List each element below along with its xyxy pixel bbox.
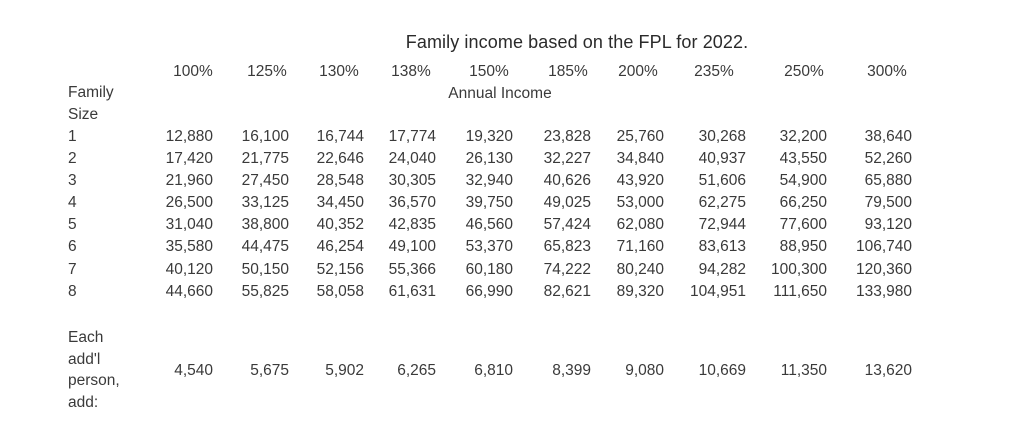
income-cell: 93,120 — [864, 216, 912, 233]
each-additional-label-line: add: — [68, 393, 99, 411]
income-cell: 21,960 — [165, 172, 213, 189]
percentage-header: 138% — [391, 63, 431, 80]
income-cell: 53,000 — [616, 194, 664, 211]
income-cell: 53,370 — [465, 238, 513, 255]
income-cell: 16,100 — [241, 128, 289, 145]
income-cell: 32,940 — [465, 172, 513, 189]
percentage-header: 125% — [247, 63, 287, 80]
each-additional-label-line: Each — [68, 329, 104, 346]
percentage-header: 100% — [173, 63, 213, 80]
income-cell: 36,570 — [388, 194, 436, 211]
income-cell: 133,980 — [855, 283, 912, 300]
income-cell: 66,990 — [465, 283, 513, 300]
income-cell: 65,823 — [543, 238, 591, 255]
income-cell: 77,600 — [779, 216, 827, 233]
income-cell: 54,900 — [779, 172, 827, 189]
each-additional-label-line: person, — [68, 372, 120, 389]
each-additional-cell: 11,350 — [780, 362, 827, 379]
family-size-cell: 2 — [68, 150, 77, 167]
income-cell: 100,300 — [770, 261, 827, 278]
each-additional-cell: 4,540 — [174, 362, 213, 379]
percentage-header: 250% — [784, 63, 824, 80]
income-cell: 31,040 — [165, 216, 213, 233]
income-cell: 66,250 — [779, 194, 827, 211]
income-cell: 49,025 — [543, 194, 591, 211]
income-cell: 24,040 — [388, 150, 436, 167]
income-cell: 65,880 — [864, 172, 912, 189]
income-cell: 32,200 — [779, 128, 827, 145]
family-size-cell: 8 — [68, 283, 77, 300]
income-cell: 21,775 — [241, 150, 289, 167]
income-cell: 30,305 — [388, 172, 436, 189]
income-cell: 82,621 — [543, 283, 591, 300]
income-cell: 58,058 — [316, 283, 364, 300]
income-cell: 40,626 — [543, 172, 591, 189]
income-cell: 19,320 — [465, 128, 513, 145]
family-size-cell: 6 — [68, 238, 77, 255]
income-cell: 43,920 — [616, 172, 664, 189]
income-cell: 40,352 — [316, 216, 364, 233]
income-cell: 32,227 — [543, 150, 591, 167]
income-cell: 89,320 — [616, 283, 664, 300]
percentage-header: 185% — [548, 63, 588, 80]
income-cell: 55,366 — [388, 261, 436, 278]
income-cell: 60,180 — [465, 261, 513, 278]
each-additional-cell: 13,620 — [864, 362, 912, 379]
income-cell: 34,450 — [316, 194, 364, 211]
income-cell: 16,744 — [316, 128, 364, 145]
income-cell: 30,268 — [698, 128, 746, 145]
income-cell: 74,222 — [543, 261, 591, 278]
income-cell: 17,420 — [165, 150, 213, 167]
percentage-header: 150% — [469, 63, 509, 80]
family-size-header-line: Family — [68, 84, 114, 101]
each-additional-cell: 8,399 — [552, 362, 591, 379]
each-additional-cell: 5,675 — [250, 362, 289, 379]
income-cell: 111,650 — [773, 283, 827, 300]
percentage-header: 300% — [867, 63, 907, 80]
income-cell: 94,282 — [698, 261, 746, 278]
income-cell: 35,580 — [165, 238, 213, 255]
income-cell: 52,156 — [316, 261, 364, 278]
annual-income-subheader: Annual Income — [448, 85, 552, 102]
income-cell: 26,130 — [465, 150, 513, 167]
income-cell: 49,100 — [388, 238, 436, 255]
income-cell: 44,660 — [165, 283, 213, 300]
income-cell: 22,646 — [316, 150, 364, 167]
each-additional-label-line: add'l — [68, 350, 101, 368]
income-cell: 38,800 — [241, 216, 289, 233]
income-cell: 40,120 — [165, 261, 213, 278]
each-additional-cell: 9,080 — [625, 362, 664, 379]
income-cell: 80,240 — [616, 261, 664, 278]
income-cell: 40,937 — [698, 150, 746, 167]
each-additional-cell: 6,265 — [397, 362, 436, 379]
family-size-cell: 3 — [68, 172, 77, 189]
income-cell: 46,254 — [316, 238, 364, 255]
income-cell: 62,080 — [616, 216, 664, 233]
income-cell: 104,951 — [689, 283, 746, 300]
income-cell: 71,160 — [616, 238, 664, 255]
family-size-cell: 1 — [68, 128, 77, 145]
each-additional-cell: 6,810 — [474, 362, 513, 379]
family-size-header — [68, 82, 114, 125]
income-cell: 33,125 — [241, 194, 289, 211]
family-size-cell: 5 — [68, 216, 77, 233]
family-size-cell: 7 — [68, 261, 77, 278]
income-cell: 88,950 — [779, 238, 827, 255]
income-cell: 34,840 — [616, 150, 664, 167]
income-cell: 27,450 — [241, 172, 289, 189]
each-additional-cell: 10,669 — [698, 362, 746, 379]
income-cell: 55,825 — [241, 283, 289, 300]
income-cell: 43,550 — [779, 150, 827, 167]
income-cell: 12,880 — [165, 128, 213, 145]
family-size-cell: 4 — [68, 194, 77, 211]
each-additional-label — [68, 327, 148, 413]
income-cell: 51,606 — [698, 172, 746, 189]
income-cell: 72,944 — [698, 216, 746, 233]
income-cell: 26,500 — [165, 194, 213, 211]
income-cell: 83,613 — [698, 238, 746, 255]
income-cell: 38,640 — [864, 128, 912, 145]
percentage-header: 235% — [694, 63, 734, 80]
income-cell: 44,475 — [241, 238, 289, 255]
table-title: Family income based on the FPL for 2022. — [405, 32, 749, 52]
income-cell: 25,760 — [616, 128, 664, 145]
income-cell: 57,424 — [543, 216, 591, 233]
income-cell: 42,835 — [388, 216, 436, 233]
percentage-header: 200% — [618, 63, 658, 80]
income-cell: 106,740 — [855, 238, 912, 255]
income-cell: 50,150 — [241, 261, 289, 278]
family-size-header-line: Size — [68, 105, 99, 123]
income-cell: 28,548 — [316, 172, 364, 189]
income-cell: 61,631 — [388, 283, 436, 300]
income-cell: 46,560 — [465, 216, 513, 233]
income-cell: 62,275 — [698, 194, 746, 211]
income-cell: 17,774 — [388, 128, 436, 145]
income-cell: 52,260 — [864, 150, 912, 167]
each-additional-cell: 5,902 — [325, 362, 364, 379]
percentage-header: 130% — [319, 63, 359, 80]
income-cell: 39,750 — [465, 194, 513, 211]
income-cell: 23,828 — [543, 128, 591, 145]
income-cell: 120,360 — [855, 261, 912, 278]
income-cell: 79,500 — [864, 194, 912, 211]
